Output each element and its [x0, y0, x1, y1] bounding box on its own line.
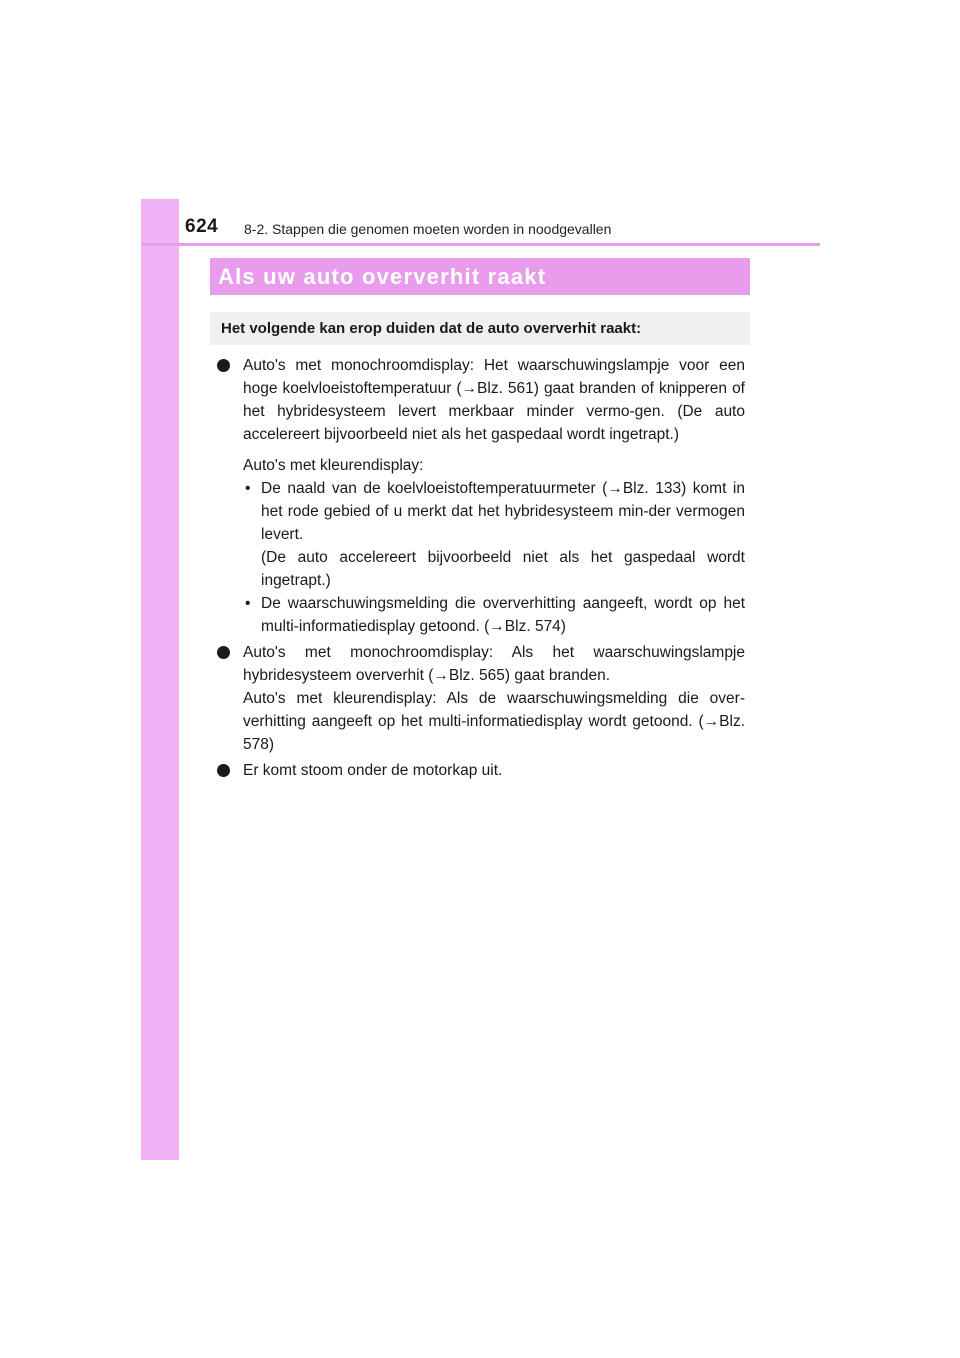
header-rule — [141, 243, 820, 246]
content-list — [217, 354, 745, 785]
list-item — [217, 641, 745, 756]
item-text: Auto's met monochroomdisplay: Als het waarschuwingslampje hybridesysteem oververhit (→Blz. 565) gaat branden. — [243, 644, 745, 684]
sub-intro: Auto's met kleurendisplay: — [243, 457, 424, 474]
chapter-title: 8-2. Stappen die genomen moeten worden in noodgevallen — [244, 221, 612, 237]
intro-box: Het volgende kan erop duiden dat de auto oververhit raakt: — [210, 312, 750, 345]
bullet-dot-icon — [217, 764, 230, 777]
sub-item-text: De waarschuwingsmelding die oververhitting aangeeft, wordt op het multi-informatiedisplay getoond. (→Blz. 574) — [261, 595, 745, 635]
chapter-side-tab — [141, 199, 179, 1160]
item-text: Er komt stoom onder de motorkap uit. — [243, 762, 503, 779]
sub-bullet-icon: • — [245, 595, 251, 612]
bullet-dot-icon — [217, 359, 230, 372]
sub-bullet-icon: • — [245, 480, 251, 497]
list-item — [217, 759, 745, 782]
bullet-dot-icon — [217, 646, 230, 659]
item-text-2: Auto's met kleurendisplay: Als de waarschuwingsmelding die over-verhitting aangeeft op het multi-informatiedisplay wordt getoond. (→Blz. 578) — [243, 690, 745, 753]
list-item — [217, 354, 745, 638]
sub-list-item — [243, 477, 745, 592]
section-title: Als uw auto oververhit raakt — [210, 258, 750, 295]
page-number: 624 — [185, 216, 219, 237]
sub-list-item — [243, 592, 745, 638]
sub-item-text: De naald van de koelvloeistoftemperatuurmeter (→Blz. 133) komt in het rode gebied of u merkt dat het hybridesysteem min-der vermogen levert. — [261, 480, 745, 543]
item-text: Auto's met monochroomdisplay: Het waarschuwingslampje voor een hoge koelvloeistoftemperatuur (→Blz. 561) gaat branden of knipperen of het hybridesysteem levert merkbaar minder vermo-gen. (De auto accelereert bijvoorbeeld niet als het gaspedaal wordt ingetrapt.) — [243, 357, 745, 443]
sub-list — [243, 477, 745, 638]
sub-item-note: (De auto accelereert bijvoorbeeld niet als het gaspedaal wordt ingetrapt.) — [261, 549, 745, 589]
